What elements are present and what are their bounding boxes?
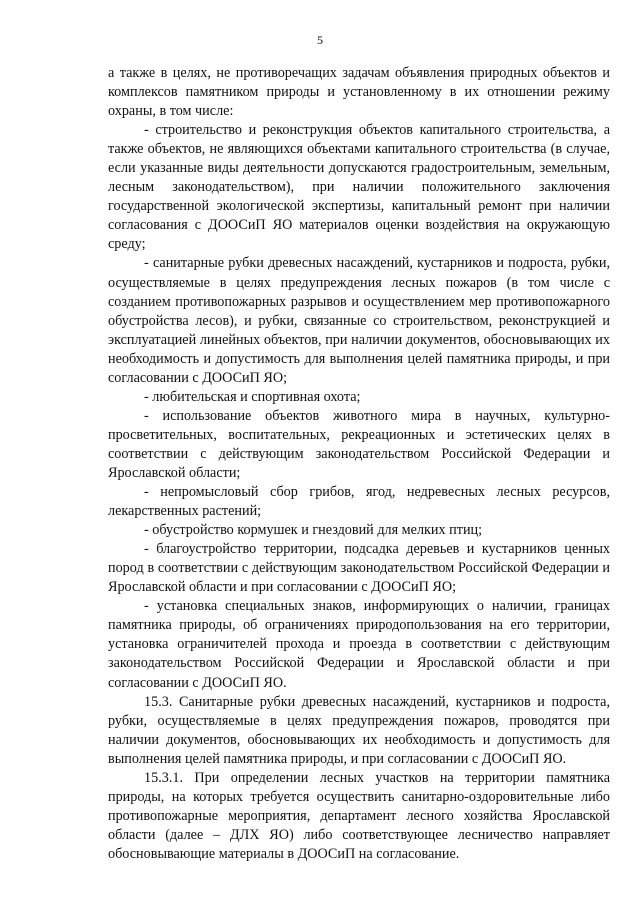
document-body <box>108 64 610 864</box>
paragraph-gathering: - непромысловый сбор грибов, ягод, недревесных лесных ресурсов, лекарственных растений; <box>108 484 610 520</box>
paragraph-landscaping: - благоустройство территории, подсадка деревьев и кустарников ценных пород в соответствии с действующим законодательством Российской Федерации и Ярославской области и при согласовании с ДООСиП ЯО; <box>108 541 610 596</box>
paragraph-signs: - установка специальных знаков, информирующих о наличии, границах памятника природы, об ограничениях природопользования на его территории, установка ограничителей прохода и проезда в соответствии с действующим законодательством Российской Федерации и Ярославской области и при согласовании с ДООСиП ЯО. <box>108 598 610 691</box>
paragraph-bird-feeders: - обустройство кормушек и гнездовий для мелких птиц; <box>144 522 483 539</box>
paragraph-section-15-3-1: 15.3.1. При определении лесных участков на территории памятника природы, на которых требуется осуществить санитарно-оздоровительные либо противопожарные мероприятия, департамент лесного хозяйства Ярославской области (далее – ДЛХ ЯО) либо соответствующее лесничество направляет обосновывающие материалы в ДООСиП на согласование. <box>108 769 610 862</box>
paragraph-intro: а также в целях, не противоречащих задачам объявления природных объектов и комплексов памятником природы и установленному в их отношении режиму охраны, в том числе: <box>108 65 610 120</box>
paragraph-sanitary-felling: - санитарные рубки древесных насаждений, кустарников и подроста, рубки, осуществляемые в целях предупреждения лесных пожаров (в том числе с созданием противопожарных разрывов и осуществлением мер противопожарного обустройства лесов), и рубки, связанные со строительством, реконструкцией и эксплуатацией линейных объектов, при наличии документов, обосновывающих их необходимость и допустимость для выполнения целей памятника природы, и при согласовании с ДООСиП ЯО; <box>108 255 610 386</box>
paragraph-section-15-3: 15.3. Санитарные рубки древесных насаждений, кустарников и подроста, рубки, осуществляемые в целях предупреждения пожаров, проводятся при наличии документов, обосновывающих их необходимость и допустимость для выполнения целей памятника природы, и при согласовании с ДООСиП ЯО. <box>108 693 610 767</box>
paragraph-construction: - строительство и реконструкция объектов капитального строительства, а также объектов, не являющихся объектами капитального строительства (в случае, если указанные виды деятельности допускаются градостроительным, земельным, лесным законодательством), при наличии положительного заключения государственной экологической экспертизы, капитальный ремонт при наличии согласования с ДООСиП ЯО материалов оценки воздействия на окружающую среду; <box>108 122 610 253</box>
paragraph-wildlife-use: - использование объектов животного мира в научных, культурно-просветительных, воспитательных, рекреационных и эстетических целях в соответствии с действующим законодательством Российской Федерации и Ярославской области; <box>108 407 610 481</box>
paragraph-hunting: - любительская и спортивная охота; <box>144 388 361 405</box>
page-number: 5 <box>317 33 323 47</box>
